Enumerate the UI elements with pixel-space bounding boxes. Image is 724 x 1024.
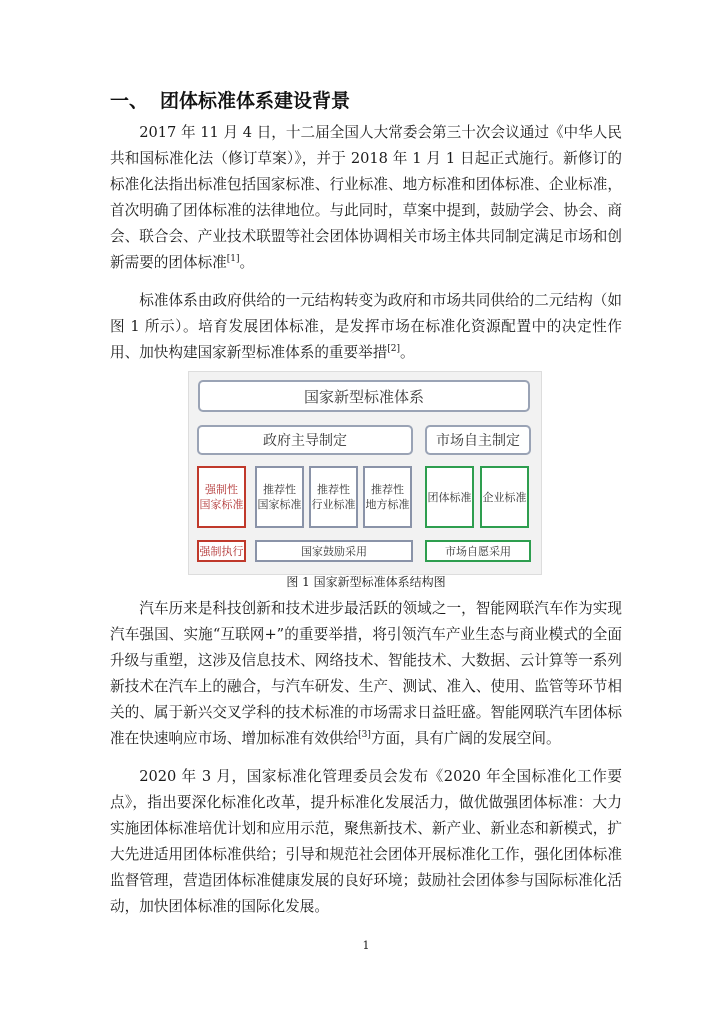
section-heading bbox=[110, 88, 630, 114]
standards-system-diagram bbox=[188, 371, 542, 575]
paragraph-2 bbox=[110, 288, 622, 366]
category-group-standard bbox=[425, 466, 474, 528]
paragraph-2-tail: 。 bbox=[400, 344, 415, 361]
paragraph-4-text: 2020 年 3 月，国家标准化管理委员会发布《2020 年全国标准化工作要点》，指出要深化标准化改革，提升标准化发展活力，做优做强团体标准：大力实施团体标准培优计划和应用示范，聚焦新技术、新产业、新业态和新模式，扩大先进适用团体标准供给；引导和规范社会团体开展标准化工作，强化团体标准监督管理，营造团体标准健康发展的良好环境；鼓励社会团体参与国际标准化活动，加快团体标准的国际化发展。 bbox=[110, 768, 622, 915]
category-mandatory-national bbox=[197, 466, 246, 528]
paragraph-4 bbox=[110, 764, 622, 920]
page-number: 1 bbox=[362, 939, 370, 952]
diagram-top-node: 国家新型标准体系 bbox=[198, 380, 530, 412]
category-line1: 团体标准 bbox=[427, 490, 472, 504]
mode-mandatory: 强制执行 bbox=[197, 540, 246, 562]
category-recommended-industry bbox=[309, 466, 358, 528]
mode-voluntary: 市场自愿采用 bbox=[425, 540, 531, 562]
category-line1: 推荐性 bbox=[317, 483, 350, 496]
category-line1: 推荐性 bbox=[371, 483, 404, 496]
category-line2: 地方标准 bbox=[365, 498, 410, 511]
paragraph-2-text: 标准体系由政府供给的一元结构转变为政府和市场共同供给的二元结构（如图 1 所示）。培育发展团体标准，是发挥市场在标准化资源配置中的决定性作用、加快构建国家新型标准体系的重要举措 bbox=[110, 292, 622, 361]
paragraph-3-tail: 方面，具有广阔的发展空间。 bbox=[370, 730, 561, 747]
figure-caption: 图 1 国家新型标准体系结构图 bbox=[286, 575, 446, 589]
reference-3[interactable]: [3] bbox=[358, 730, 371, 741]
section-title: 团体标准体系建设背景 bbox=[160, 90, 351, 112]
paragraph-3 bbox=[110, 596, 622, 752]
category-line2: 行业标准 bbox=[311, 498, 356, 511]
reference-1[interactable]: [1] bbox=[226, 254, 240, 265]
category-recommended-local bbox=[363, 466, 412, 528]
paragraph-1 bbox=[110, 120, 622, 276]
category-line2: 国家标准 bbox=[257, 498, 302, 511]
reference-2[interactable]: [2] bbox=[387, 344, 401, 355]
mode-encouraged: 国家鼓励采用 bbox=[255, 540, 413, 562]
category-line2: 国家标准 bbox=[199, 498, 244, 511]
category-recommended-national bbox=[255, 466, 304, 528]
paragraph-3-text: 汽车历来是科技创新和技术进步最活跃的领域之一，智能网联汽车作为实现汽车强国、实施“互联网+”的重要举措，将引领汽车产业生态与商业模式的全面升级与重塑，这涉及信息技术、网络技术、智能技术、大数据、云计算等一系列新技术在汽车上的融合，与汽车研发、生产、测试、准入、使用、监管等环节相关的、属于新兴交叉学科的技术标准的市场需求日益旺盛。智能网联汽车团体标准在快速响应市场、增加标准有效供给 bbox=[110, 600, 622, 747]
category-line1: 强制性 bbox=[205, 483, 238, 496]
category-enterprise-standard bbox=[480, 466, 529, 528]
category-line1: 企业标准 bbox=[482, 490, 527, 504]
section-number: 一、 bbox=[110, 90, 149, 112]
category-line1: 推荐性 bbox=[263, 483, 296, 496]
paragraph-1-text: 2017 年 11 月 4 日，十二届全国人大常委会第三十次会议通过《中华人民共和国标准化法（修订草案）》，并于 2018 年 1 月 1 日起正式施行。新修订的标准化法指出标准包括国家标准、行业标准、地方标准和团体标准、企业标准，首次明确了团体标准的法律地位。与此同时，草案中提到，鼓励学会、协会、商会、联合会、产业技术联盟等社会团体协调相关市场主体共同制定满足市场和创新需要的团体标准 bbox=[110, 124, 622, 271]
paragraph-1-tail: 。 bbox=[239, 254, 255, 271]
diagram-market-node: 市场自主制定 bbox=[425, 425, 531, 455]
diagram-government-node: 政府主导制定 bbox=[197, 425, 413, 455]
